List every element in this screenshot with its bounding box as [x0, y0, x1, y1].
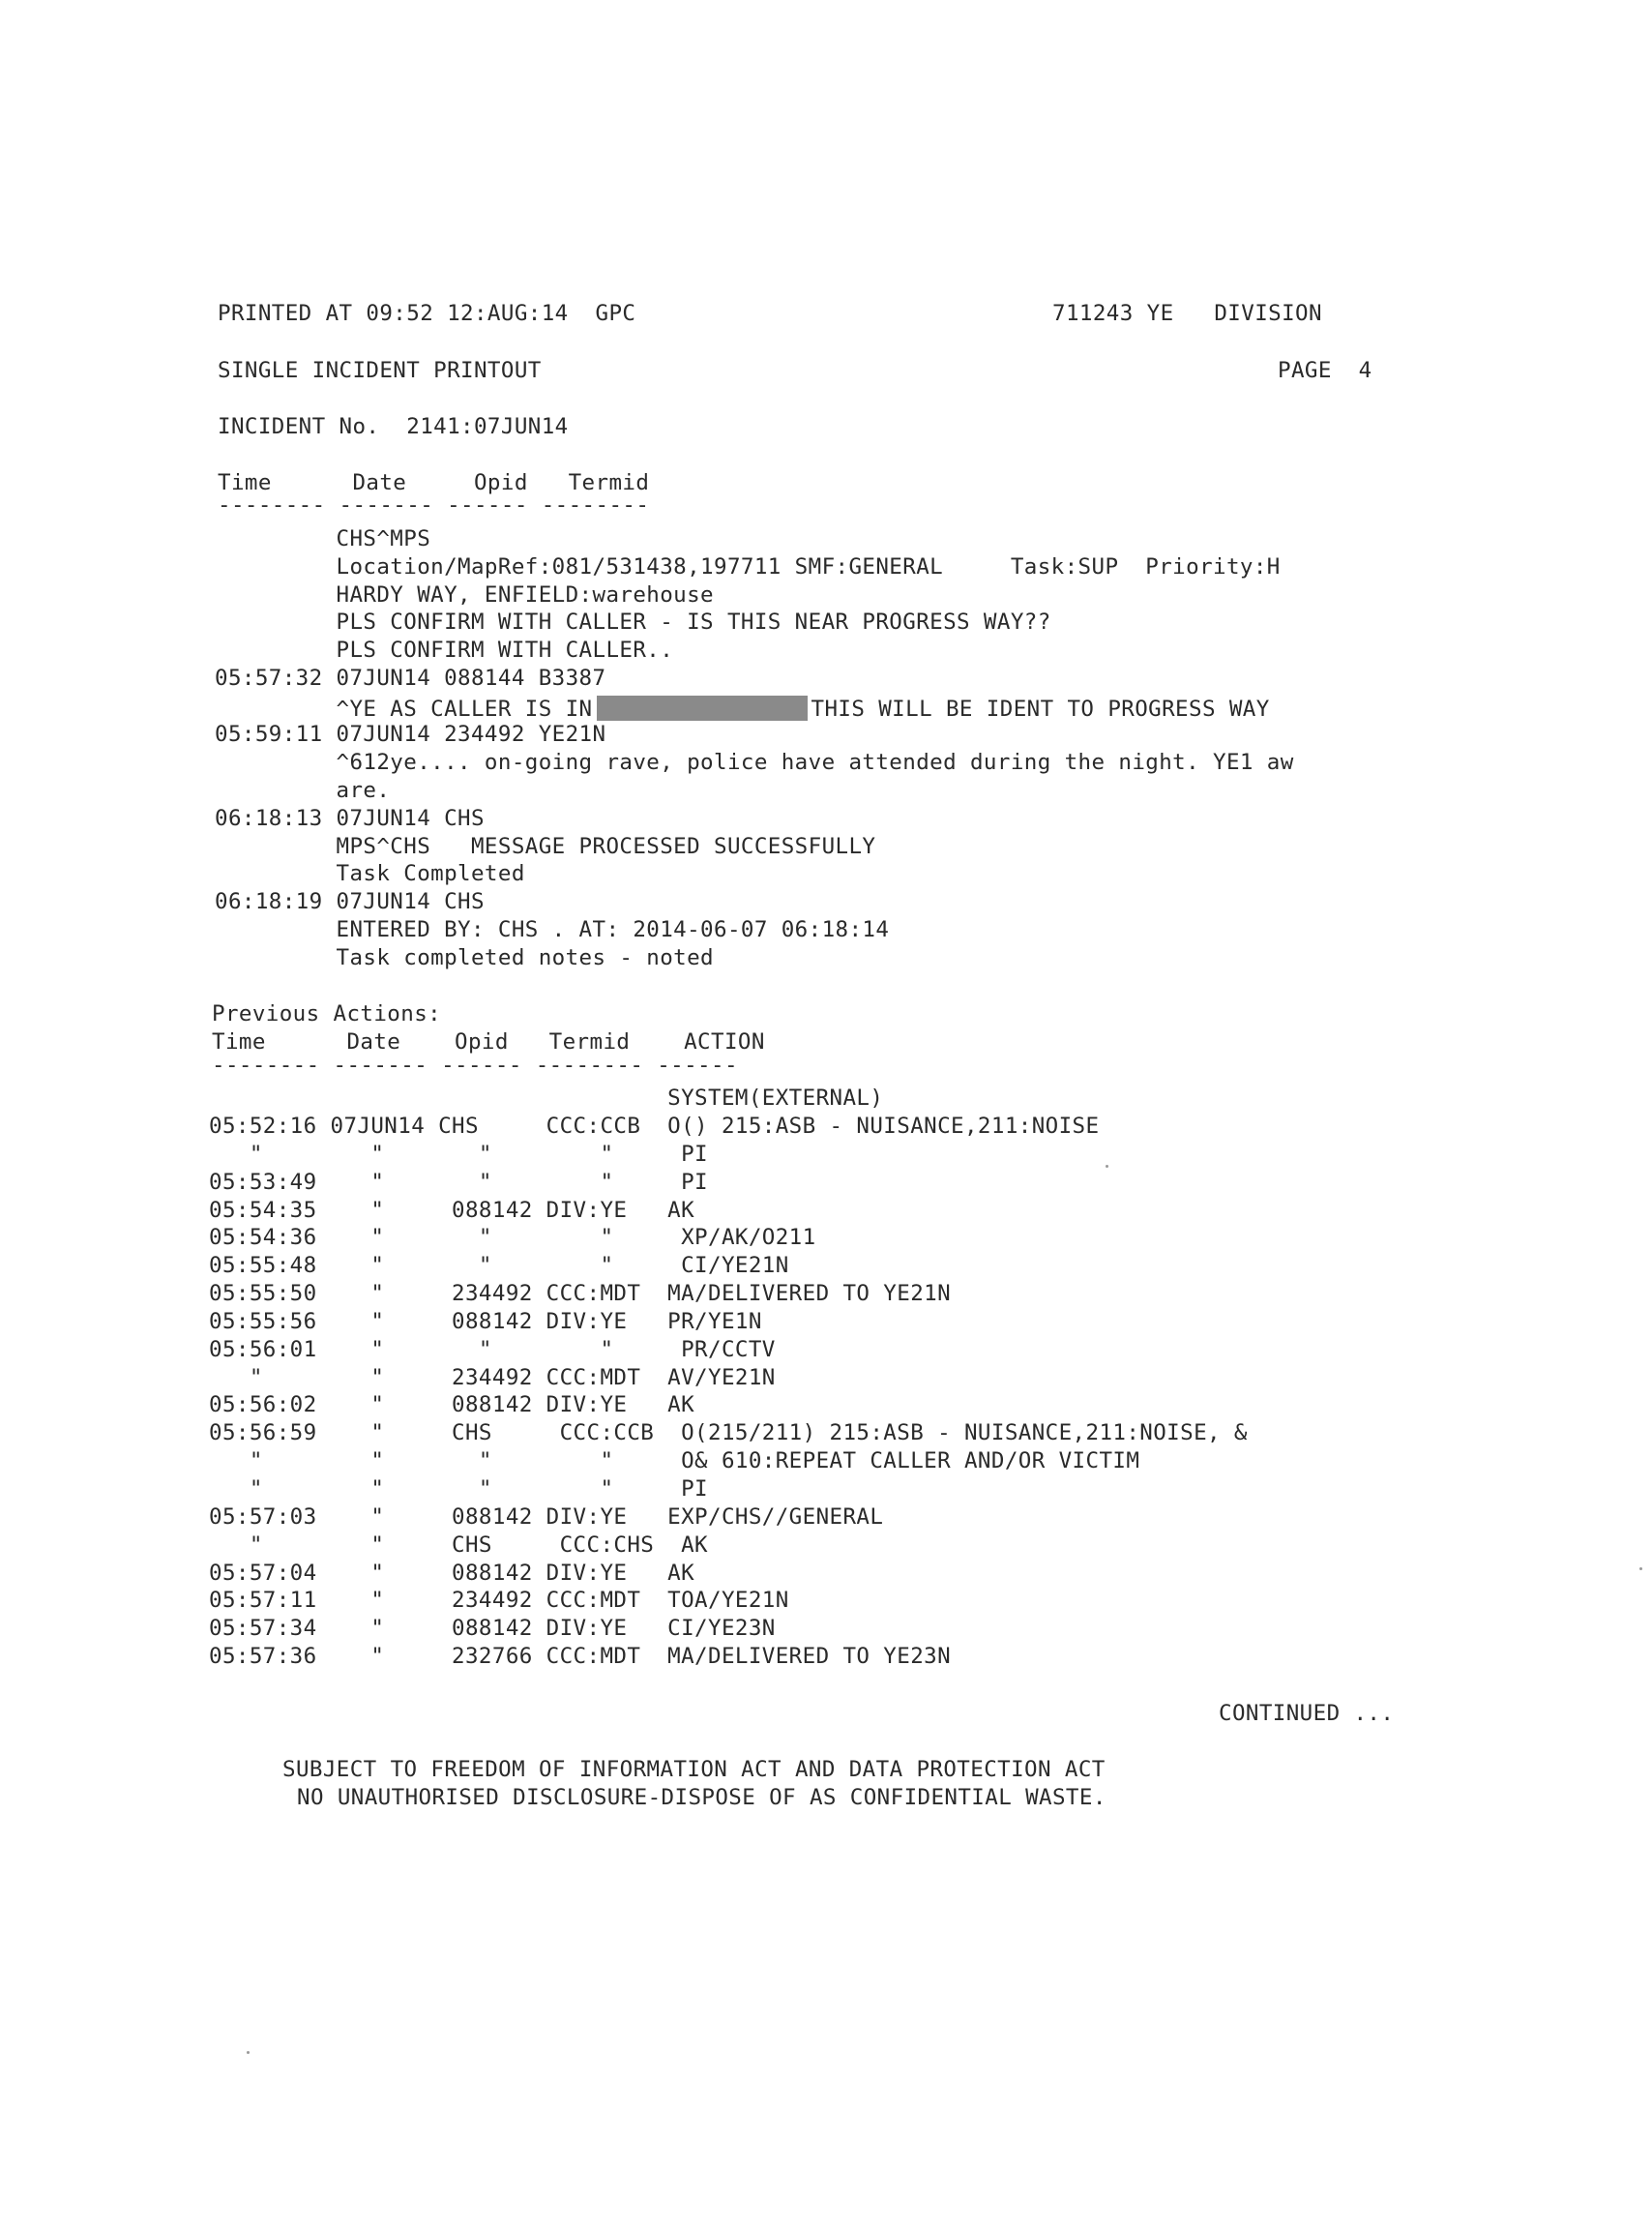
action-row: " " " " PI — [209, 1142, 709, 1167]
action-row: 05:54:35 " 088142 DIV:YE AK — [209, 1198, 695, 1223]
log-line-redacted-suffix: THIS WILL BE IDENT TO PROGRESS WAY — [811, 697, 1270, 722]
printed-at: PRINTED AT 09:52 12:AUG:14 GPC — [218, 301, 636, 326]
action-row: 05:55:50 " 234492 CCC:MDT MA/DELIVERED TO YE21N — [209, 1281, 952, 1306]
redaction-block — [597, 696, 808, 721]
action-row: 05:57:03 " 088142 DIV:YE EXP/CHS//GENERAL — [209, 1504, 884, 1530]
log-column-headers: Time Date Opid Termid — [218, 470, 650, 495]
incident-number: INCIDENT No. 2141:07JUN14 — [218, 414, 569, 439]
log-line-redacted — [215, 696, 1270, 721]
log-rule: -------- ------- ------ -------- — [218, 492, 650, 518]
continued-note: CONTINUED ... — [1219, 1701, 1395, 1726]
action-row: 05:57:11 " 234492 CCC:MDT TOA/YE21N — [209, 1588, 789, 1613]
action-row: 05:55:48 " " " CI/YE21N — [209, 1253, 789, 1278]
action-row: 05:57:04 " 088142 DIV:YE AK — [209, 1561, 695, 1586]
action-row: " " 234492 CCC:MDT AV/YE21N — [209, 1365, 776, 1390]
action-row: 05:56:02 " 088142 DIV:YE AK — [209, 1392, 695, 1417]
log-line: CHS^MPS — [215, 526, 431, 551]
log-line: are. — [215, 778, 391, 803]
action-row: " " " " PI — [209, 1476, 709, 1502]
log-line: Task Completed — [215, 861, 525, 886]
action-row: 05:52:16 07JUN14 CHS CCC:CCB O() 215:ASB - NUISANCE,211:NOISE — [209, 1114, 1100, 1139]
action-row: 05:56:59 " CHS CCC:CCB O(215/211) 215:ASB - NUISANCE,211:NOISE, & — [209, 1420, 1248, 1445]
action-row: 05:57:34 " 088142 DIV:YE CI/YE23N — [209, 1616, 776, 1641]
log-line: Task completed notes - noted — [215, 945, 715, 970]
action-row: " " " " O& 610:REPEAT CALLER AND/OR VICTIM — [209, 1448, 1140, 1473]
previous-actions-headers: Time Date Opid Termid ACTION — [212, 1029, 765, 1055]
previous-actions-title: Previous Actions: — [212, 1001, 442, 1026]
previous-actions-rule: -------- ------- ------ -------- ------ — [212, 1053, 738, 1078]
action-row: 05:54:36 " " " XP/AK/O211 — [209, 1225, 816, 1250]
action-row: 05:57:36 " 232766 CCC:MDT MA/DELIVERED TO YE23N — [209, 1644, 952, 1669]
action-row: 05:53:49 " " " PI — [209, 1170, 709, 1195]
log-line: MPS^CHS MESSAGE PROCESSED SUCCESSFULLY — [215, 834, 876, 859]
log-line: 06:18:13 07JUN14 CHS — [215, 806, 485, 831]
action-row: 05:55:56 " 088142 DIV:YE PR/YE1N — [209, 1309, 762, 1334]
division: 711243 YE DIVISION — [1052, 301, 1322, 326]
disclaimer-line-2: NO UNAUTHORISED DISCLOSURE-DISPOSE OF AS CONFIDENTIAL WASTE. — [297, 1785, 1106, 1810]
log-line: ^612ye.... on-going rave, police have attended during the night. YE1 aw — [215, 750, 1294, 775]
page-number: PAGE 4 — [1278, 358, 1372, 383]
log-line: HARDY WAY, ENFIELD:warehouse — [215, 582, 715, 608]
action-row: 05:56:01 " " " PR/CCTV — [209, 1337, 776, 1362]
log-line: 05:57:32 07JUN14 088144 B3387 — [215, 666, 606, 691]
scan-speck — [247, 2051, 250, 2054]
action-row: " " CHS CCC:CHS AK — [209, 1532, 709, 1558]
log-line: Location/MapRef:081/531438,197711 SMF:GENERAL Task:SUP Priority:H — [215, 554, 1281, 580]
scan-speck — [1639, 1567, 1642, 1570]
log-line: 06:18:19 07JUN14 CHS — [215, 889, 485, 914]
log-line-redacted-prefix: ^YE AS CALLER IS IN — [215, 697, 593, 722]
scan-speck — [1106, 1165, 1108, 1168]
log-line: PLS CONFIRM WITH CALLER.. — [215, 638, 674, 663]
log-line: ENTERED BY: CHS . AT: 2014-06-07 06:18:14 — [215, 917, 890, 942]
log-line: PLS CONFIRM WITH CALLER - IS THIS NEAR PROGRESS WAY?? — [215, 610, 1051, 635]
disclaimer-line-1: SUBJECT TO FREEDOM OF INFORMATION ACT AND DATA PROTECTION ACT — [282, 1757, 1106, 1782]
document-title: SINGLE INCIDENT PRINTOUT — [218, 358, 542, 383]
action-row: SYSTEM(EXTERNAL) — [209, 1086, 884, 1111]
log-line: 05:59:11 07JUN14 234492 YE21N — [215, 722, 606, 747]
